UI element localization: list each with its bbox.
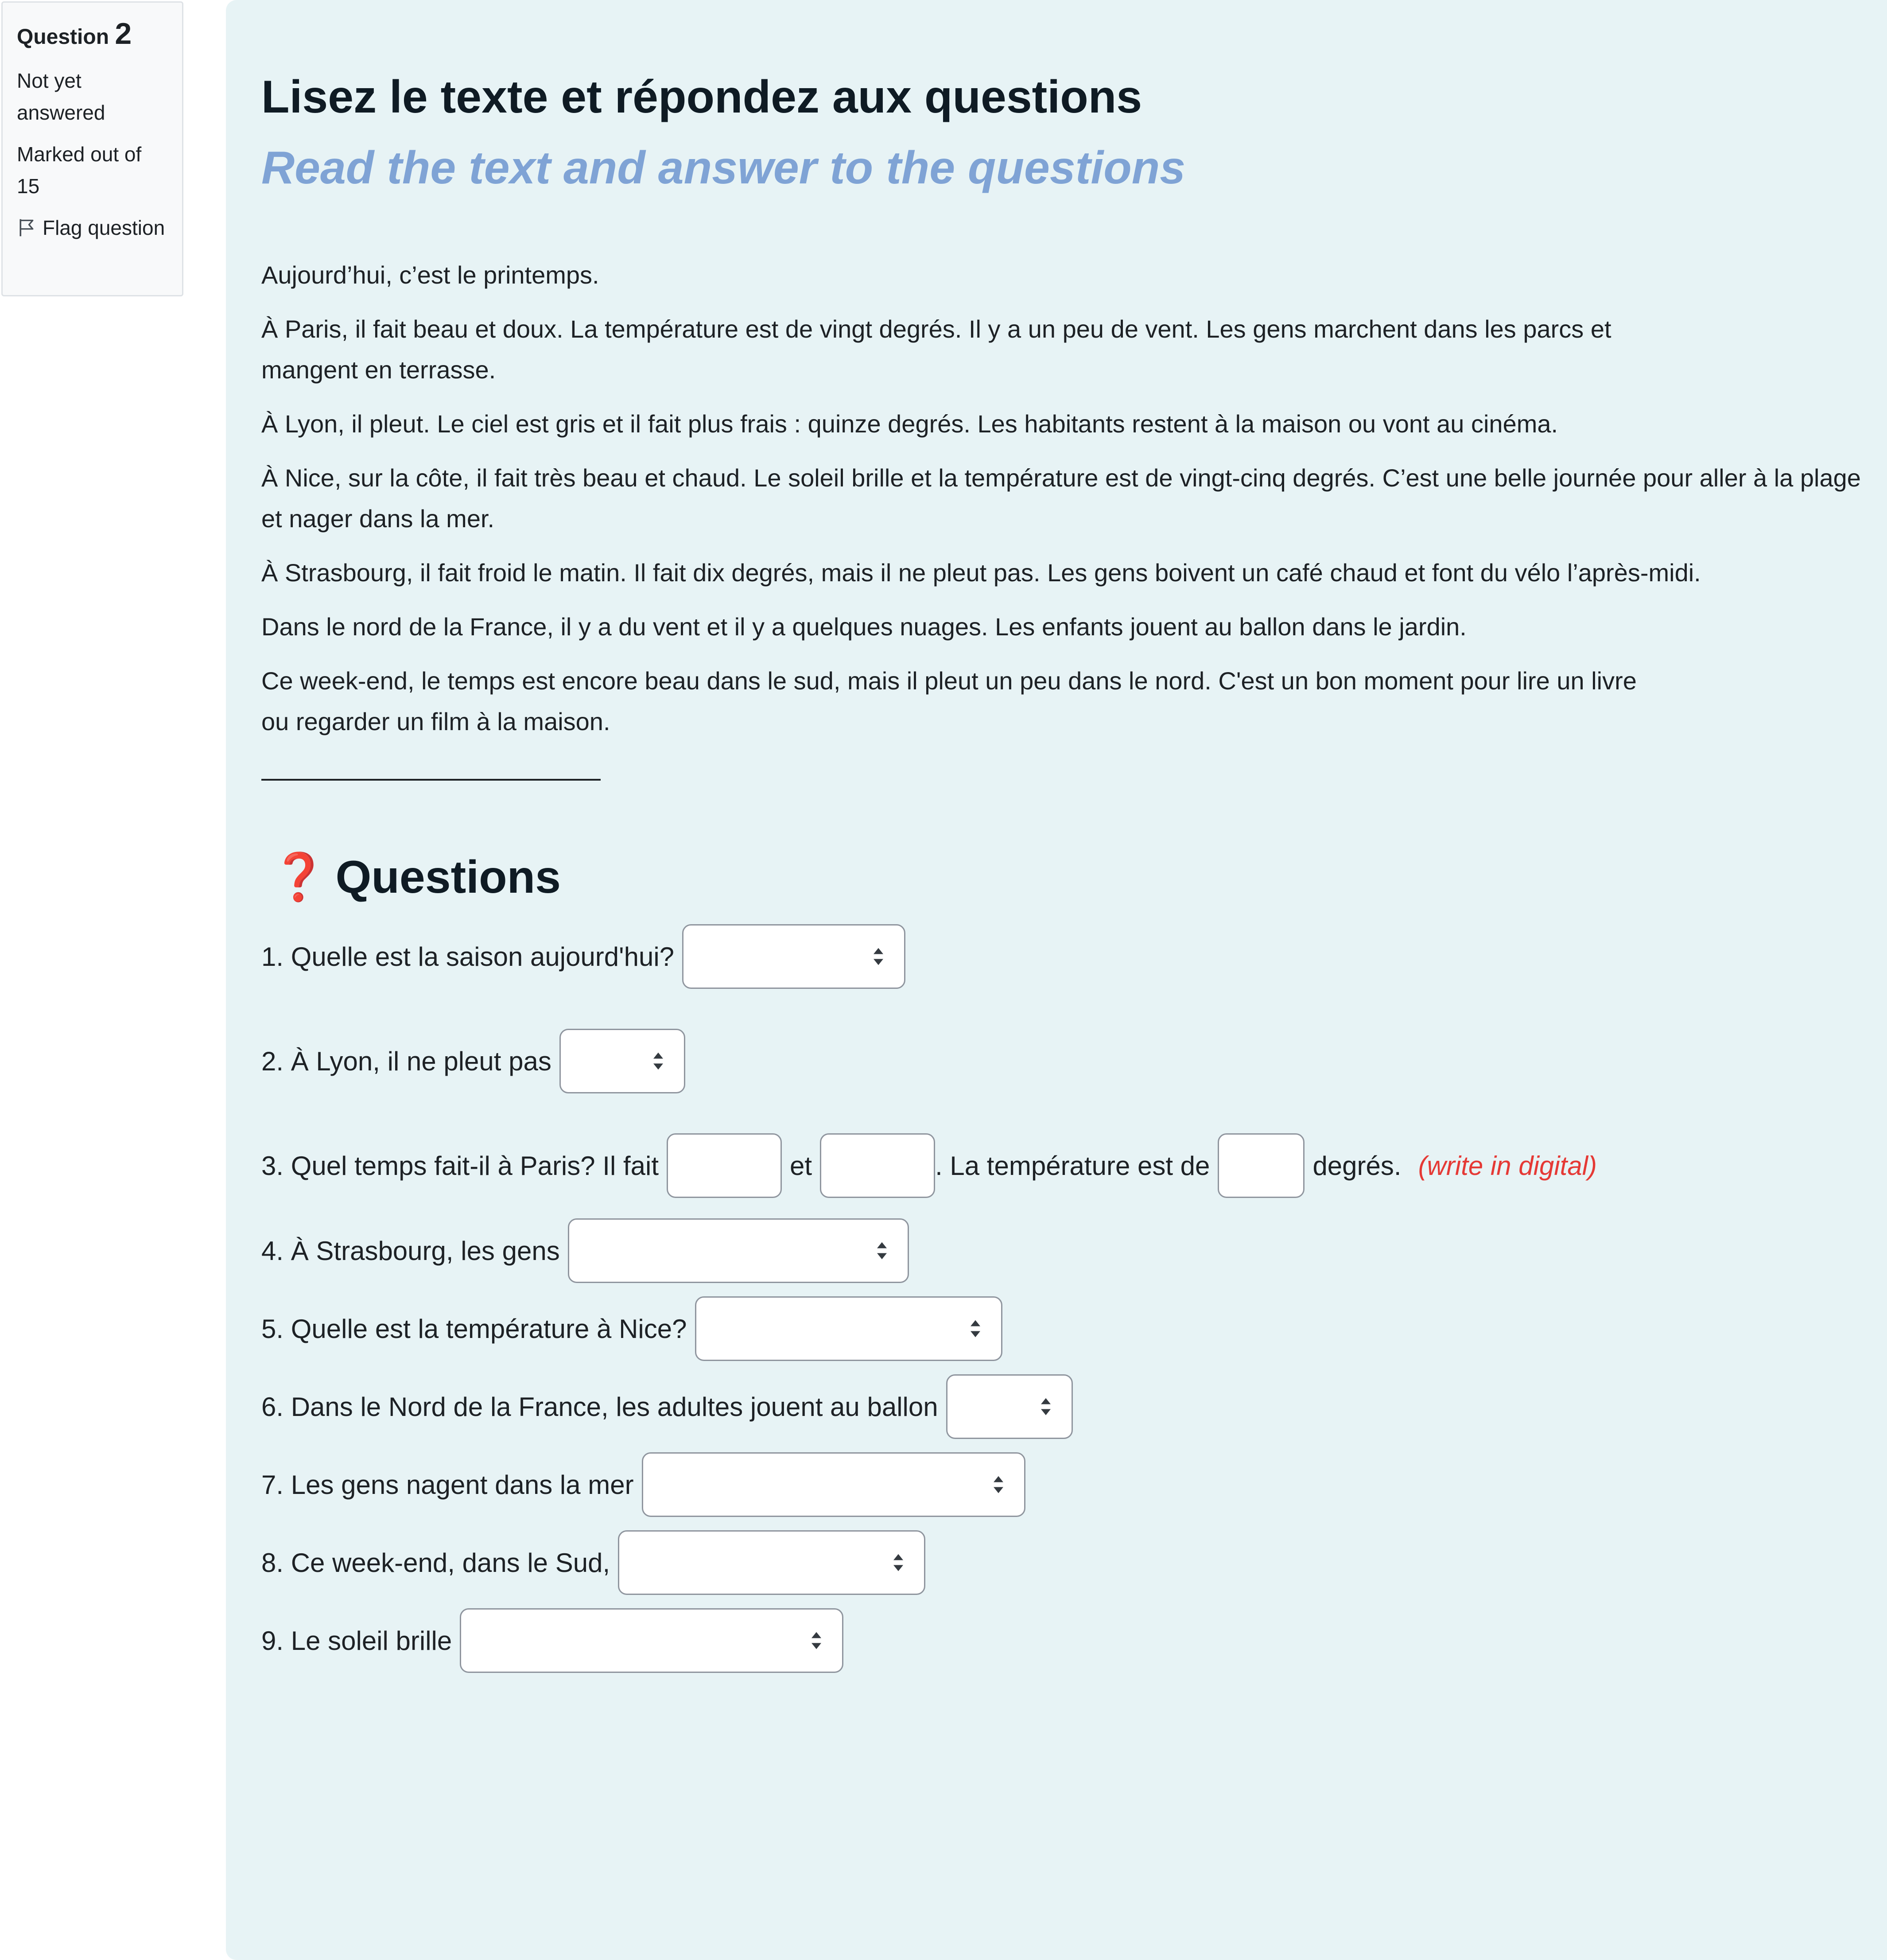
question-3 [261, 1132, 1597, 1199]
passage-paragraph: À Strasbourg, il fait froid le matin. Il fait dix degrés, mais il ne pleut pas. Les gens boivent un café chaud et font du vélo l’après-midi. [261, 559, 1701, 587]
sort-arrows-icon [810, 1631, 823, 1650]
question-2 [261, 1028, 685, 1094]
reading-passage [261, 255, 1874, 755]
question-3-note: (write in digital) [1418, 1151, 1597, 1181]
question-8-text: 8. Ce week-end, dans le Sud, [261, 1548, 610, 1578]
question-8-select[interactable] [618, 1530, 925, 1595]
question-4-text: 4. À Strasbourg, les gens [261, 1236, 560, 1266]
questions-heading-label: Questions [335, 852, 561, 903]
question-number [17, 16, 168, 52]
question-3-input-2[interactable] [820, 1133, 935, 1198]
sort-arrows-icon [876, 1241, 888, 1260]
passage-paragraph: Aujourd’hui, c’est le printemps. [261, 261, 599, 289]
question-5-select[interactable] [695, 1296, 1002, 1361]
question-3-text-and: et [790, 1151, 812, 1181]
question-grade: Marked out of 15 [17, 142, 142, 198]
question-7-select[interactable] [642, 1452, 1025, 1517]
sort-arrows-icon [992, 1475, 1005, 1494]
page-title: Lisez le texte et répondez aux questions [261, 71, 1142, 123]
question-8 [261, 1529, 925, 1596]
question-9-select[interactable] [460, 1608, 843, 1673]
sort-arrows-icon [1040, 1397, 1052, 1416]
sort-arrows-icon [652, 1051, 664, 1071]
question-3-input-3[interactable] [1218, 1133, 1305, 1198]
passage-paragraph: À Paris, il fait beau et doux. La température est de vingt degrés. Il y a un peu de vent. Les gens marchent dans les parcs et mangent en terrasse. [261, 315, 1611, 384]
passage-paragraph: Dans le nord de la France, il y a du vent et il y a quelques nuages. Les enfants jouent au ballon dans le jardin. [261, 613, 1467, 641]
passage-paragraph: Ce week-end, le temps est encore beau dans le sud, mais il pleut un peu dans le nord. C'est un bon moment pour lire un livre ou regarder un film à la maison. [261, 667, 1637, 735]
question-9 [261, 1607, 843, 1674]
flag-question-link[interactable] [17, 212, 168, 244]
question-3-input-1[interactable] [667, 1133, 782, 1198]
questions-heading [261, 851, 561, 904]
question-3-text-degrees: degrés. [1312, 1151, 1402, 1181]
sort-arrows-icon [969, 1319, 982, 1338]
question-3-text: 3. Quel temps fait-il à Paris? Il fait [261, 1151, 659, 1181]
page-subtitle: Read the text and answer to the questions [261, 142, 1186, 194]
question-5 [261, 1295, 1002, 1362]
question-content [226, 0, 1887, 1960]
question-2-select[interactable] [559, 1029, 685, 1093]
question-6-text: 6. Dans le Nord de la France, les adultes jouent au ballon [261, 1392, 938, 1422]
question-9-text: 9. Le soleil brille [261, 1626, 452, 1656]
question-state: Not yet answered [17, 69, 105, 124]
flag-icon [17, 218, 36, 237]
divider [261, 779, 601, 781]
passage-paragraph: À Nice, sur la côte, il fait très beau et chaud. Le soleil brille et la température est de vingt-cinq degrés. C’est une belle journée pour aller à la plage et nager dans la mer. [261, 464, 1861, 533]
question-2-text: 2. À Lyon, il ne pleut pas [261, 1046, 551, 1076]
question-number-value: 2 [115, 17, 132, 51]
question-3-text-temperature: . La température est de [935, 1151, 1210, 1181]
question-7 [261, 1451, 1025, 1518]
question-label: Question [17, 25, 109, 49]
question-1-text: 1. Quelle est la saison aujourd'hui? [261, 941, 675, 972]
passage-paragraph: À Lyon, il pleut. Le ciel est gris et il fait plus frais : quinze degrés. Les habitants restent à la maison ou vont au cinéma. [261, 410, 1558, 438]
question-6-select[interactable] [946, 1374, 1073, 1439]
question-4-select[interactable] [568, 1218, 909, 1283]
question-4 [261, 1217, 909, 1284]
sort-arrows-icon [892, 1553, 905, 1572]
question-5-text: 5. Quelle est la température à Nice? [261, 1314, 687, 1344]
question-7-text: 7. Les gens nagent dans la mer [261, 1470, 634, 1500]
question-mark-icon: ❓ [270, 852, 328, 903]
sort-arrows-icon [872, 947, 885, 966]
question-info [1, 1, 183, 296]
question-1 [261, 923, 905, 990]
question-1-select[interactable] [682, 924, 905, 989]
flag-question-label: Flag question [43, 216, 165, 239]
question-6 [261, 1373, 1073, 1440]
